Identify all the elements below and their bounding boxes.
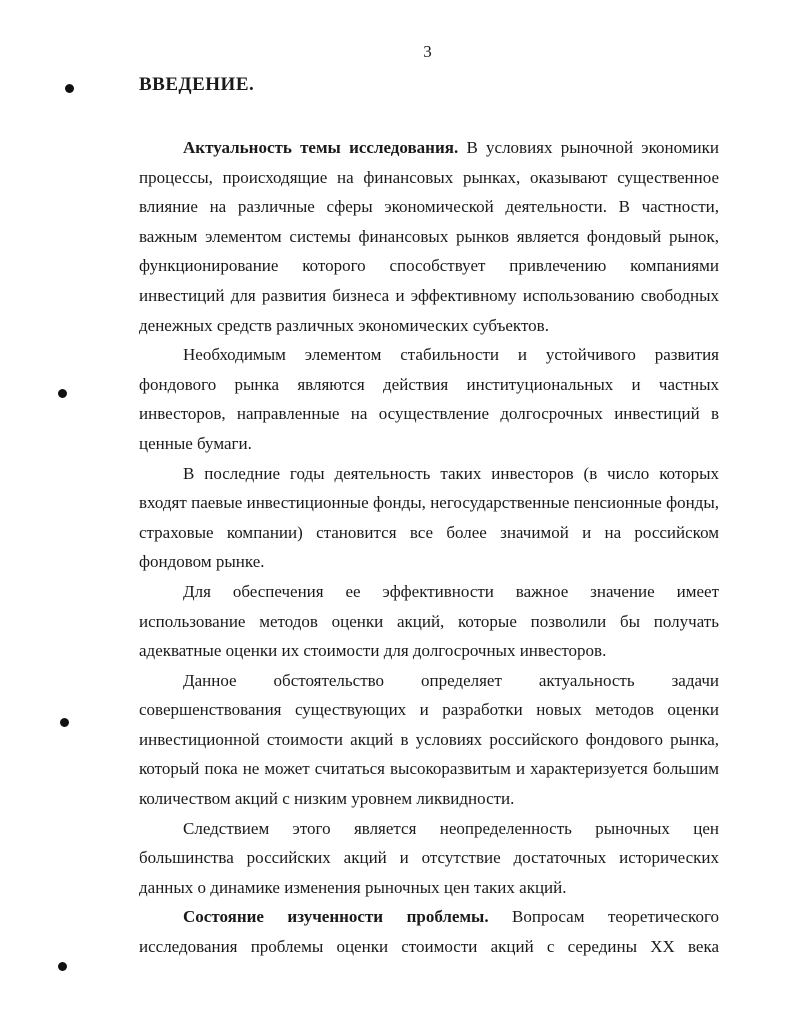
section-heading: ВВЕДЕНИЕ. (139, 74, 255, 95)
paragraph-text: Данное обстоятельство определяет актуальность задачи совершенствования существующих и разработки новых методов оценки инвестиционной стоимости акций в условиях российского фондового рынка, который пока не может считаться высокоразвитым и характеризуется большим количеством акций с низким уровнем ликвидности. (139, 670, 719, 809)
paragraph-lead: Состояние изученности проблемы. (183, 907, 489, 927)
paragraph-relevance (139, 133, 719, 340)
paragraph (139, 459, 719, 577)
paragraph-text: Для обеспечения ее эффективности важное значение имеет использование методов оценки акций, которые позволили бы получать адекватные оценки их стоимости для долгосрочных инвесторов. (139, 581, 719, 661)
paragraph-text: Необходимым элементом стабильности и устойчивого развития фондового рынка являются действия институциональных и частных инвесторов, направленные на осуществление долгосрочных инвестиций в ценные бумаги. (139, 345, 719, 453)
paragraph (139, 666, 719, 814)
margin-bullet (58, 389, 67, 398)
paragraph (139, 577, 719, 666)
paragraph (139, 814, 719, 903)
paragraph-lead: Актуальность темы исследования. (183, 138, 459, 157)
paragraph-text: Вопросам теоретического исследования проблемы оценки стоимости акций с середины XX века (139, 907, 719, 957)
margin-bullet (65, 84, 74, 93)
paragraph-text: В последние годы деятельность таких инвесторов (в число которых входят паевые инвестиционные фонды, негосударственные пенсионные фонды, страховые компании) становится все более значимой и на российском фондовом рынке. (139, 463, 719, 572)
margin-bullet (58, 962, 67, 971)
document-body (139, 133, 719, 962)
paragraph-text: В условиях рыночной экономики процессы, происходящие на финансовых рынках, оказывают существенное влияние на различные сферы экономической деятельности. В частности, важным элементом системы финансовых рынков является фондовый рынок, функционирование которого способствует привлечению компаниями инвестиций для развития бизнеса и эффективному использованию свободных денежных средств различных экономических субъектов. (139, 138, 719, 335)
paragraph-state-of-research (139, 902, 719, 961)
margin-bullet (60, 718, 69, 727)
paragraph-text: Следствием этого является неопределенность рыночных цен большинства российских акций и отсутствие достаточных исторических данных о динамике изменения рыночных цен таких акций. (139, 818, 719, 897)
paragraph (139, 340, 719, 458)
page-number: 3 (423, 42, 432, 61)
